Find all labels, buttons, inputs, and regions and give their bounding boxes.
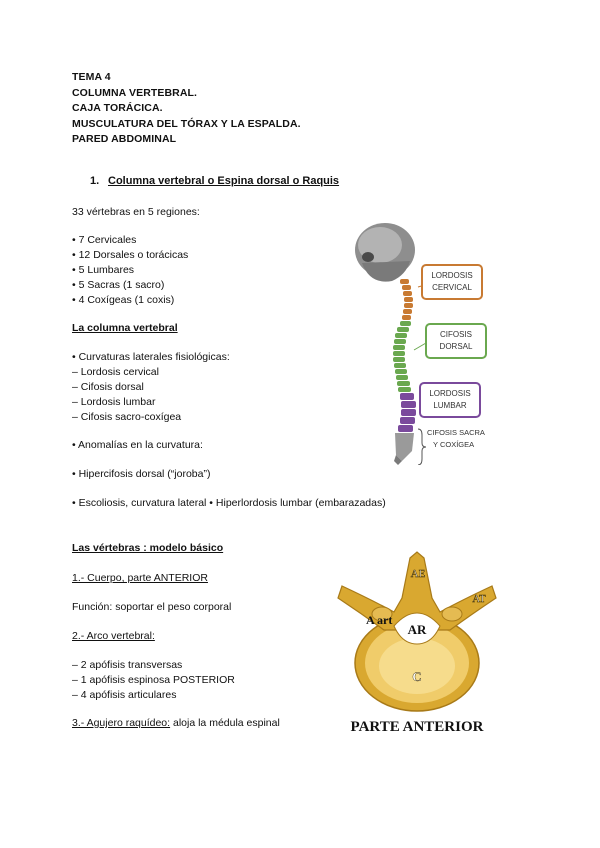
document-header: [72, 70, 301, 148]
label-cifosis-dorsal-line2: DORSAL: [439, 342, 473, 351]
label-lordosis-cervical-line2: CERVICAL: [432, 283, 472, 292]
header-line-topic: TEMA 4: [72, 71, 111, 83]
label-lordosis-lumbar-line1: LORDOSIS: [429, 389, 471, 398]
spine-illustration: [340, 215, 510, 465]
vertebra-caption: PARTE ANTERIOR: [350, 719, 484, 735]
cuerpo-funcion: Función: soportar el peso corporal: [72, 601, 232, 613]
list-item: – Cifosis dorsal: [72, 381, 144, 393]
label-cifosis-sacra-line2: Y COXÍGEA: [433, 440, 475, 449]
header-line-musculatura: MUSCULATURA DEL TÓRAX Y LA ESPALDA.: [72, 117, 301, 130]
curvaturas-title: • Curvaturas laterales fisiológicas:: [72, 351, 230, 363]
list-item: • 5 Sacras (1 sacro): [72, 279, 165, 291]
section-1-heading: [90, 175, 339, 187]
header-line-columna: COLUMNA VERTEBRAL.: [72, 86, 198, 99]
label-cifosis-sacra-line1: CIFOSIS SACRA: [427, 428, 485, 437]
header-line-caja: CAJA TORÁCICA.: [72, 102, 163, 114]
hipercifosis-text: • Hipercifosis dorsal (“joroba”): [72, 468, 211, 480]
regions-intro: 33 vértebras en 5 regiones:: [72, 206, 200, 218]
label-lordosis-cervical-line1: LORDOSIS: [431, 271, 473, 280]
agujero-line: [72, 716, 280, 731]
list-item: – Cifosis sacro-coxígea: [72, 411, 182, 423]
vertebral-body-core: [379, 638, 455, 694]
vertebras-heading: Las vértebras : modelo básico: [72, 542, 224, 554]
curvaturas-list: [72, 365, 181, 425]
escoliosis-text: • Escoliosis, curvatura lateral • Hiperlordosis lumbar (embarazadas): [72, 497, 386, 509]
label-lordosis-lumbar-line2: LUMBAR: [433, 401, 467, 410]
label-a-art: A art: [366, 613, 393, 627]
list-item: • 5 Lumbares: [72, 264, 135, 276]
label-ar: AR: [407, 622, 427, 637]
vertebra-illustration: [332, 548, 507, 738]
cervical-vertebrae: [400, 279, 413, 320]
sacrum-bracket: [418, 429, 426, 465]
arco-list: [72, 658, 235, 703]
anomalias-text: • Anomalías en la curvatura:: [72, 439, 203, 451]
list-item: – 1 apófisis espinosa POSTERIOR: [72, 674, 235, 686]
list-item: • 7 Cervicales: [72, 234, 137, 246]
label-at: AT: [472, 593, 486, 605]
section-1-title: Columna vertebral o Espina dorsal o Raquis: [108, 175, 340, 187]
skull-shape: [355, 223, 415, 282]
label-c: C: [412, 669, 422, 684]
label-ae: AE: [410, 568, 426, 580]
dorsal-vertebrae: [393, 321, 411, 392]
agujero-heading: 3.- Agujero raquídeo:: [72, 717, 171, 729]
list-item: – 4 apófisis articulares: [72, 689, 177, 701]
section-1-number: 1.: [90, 175, 100, 187]
agujero-text: aloja la médula espinal: [173, 717, 280, 729]
cuerpo-heading: 1.- Cuerpo, parte ANTERIOR: [72, 572, 208, 584]
regions-list: [72, 233, 188, 308]
lumbar-vertebrae: [398, 393, 416, 432]
connector-line: [414, 343, 426, 350]
arco-heading: 2.- Arco vertebral:: [72, 630, 155, 642]
list-item: • 12 Dorsales o torácicas: [72, 249, 189, 261]
list-item: – Lordosis lumbar: [72, 396, 156, 408]
list-item: – 2 apófisis transversas: [72, 659, 183, 671]
sacrum-shape: [394, 433, 414, 465]
list-item: – Lordosis cervical: [72, 366, 159, 378]
list-item: • 4 Coxígeas (1 coxis): [72, 294, 175, 306]
label-cifosis-dorsal-line1: CIFOSIS: [439, 330, 473, 339]
articular-process-right: [442, 607, 462, 621]
header-line-pared: PARED ABDOMINAL: [72, 133, 177, 145]
columna-heading: La columna vertebral: [72, 322, 178, 334]
